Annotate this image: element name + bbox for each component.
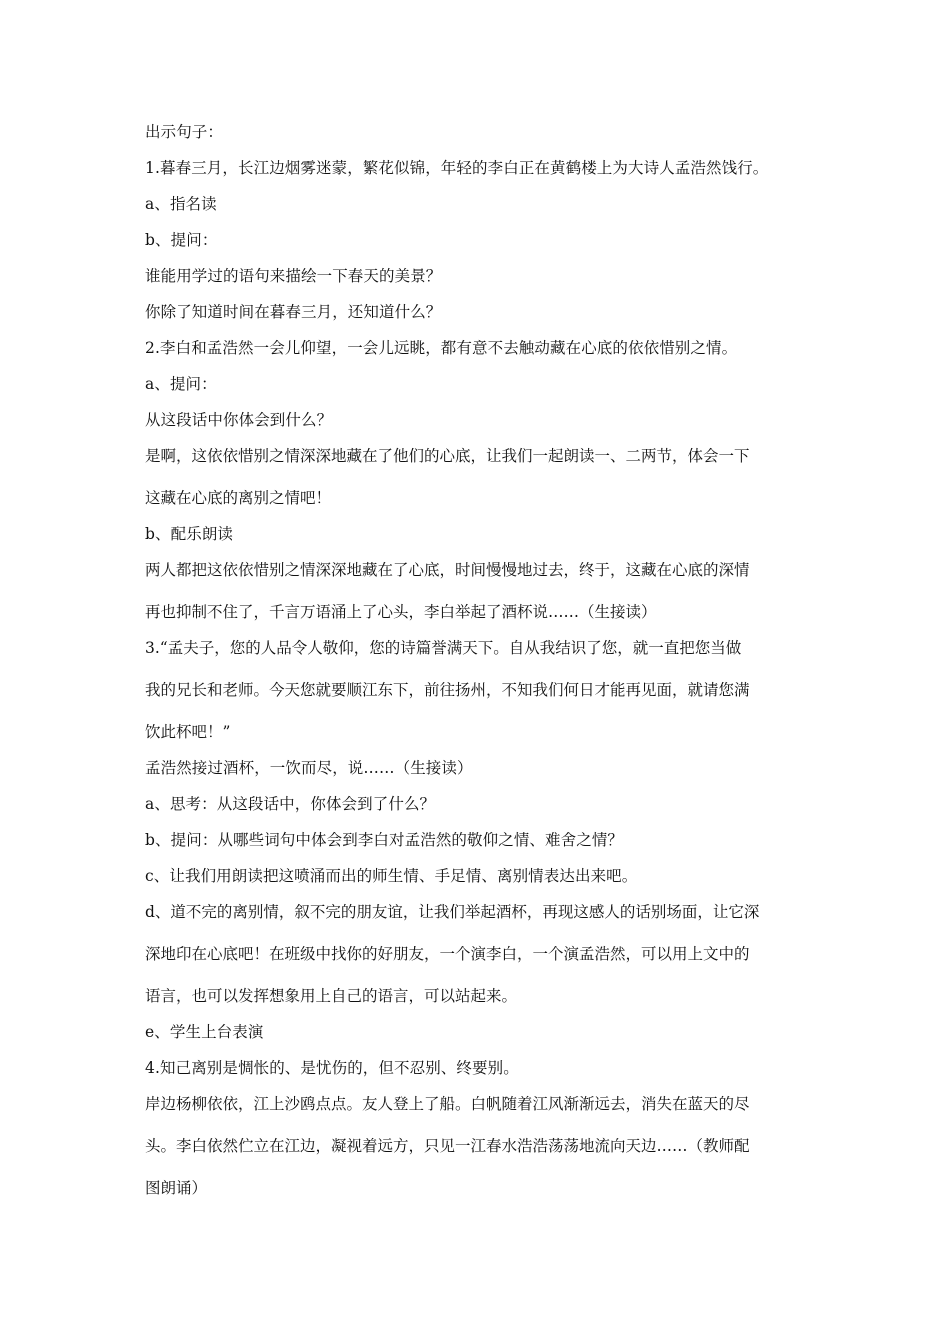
document-body bbox=[145, 122, 810, 1214]
text-line: b、配乐朗读 bbox=[145, 525, 234, 543]
text-line: a、提问： bbox=[145, 375, 217, 393]
paragraph-line: 再也抑制不住了，千言万语涌上了心头，李白举起了酒杯说……（生接读） bbox=[145, 603, 657, 621]
text-line: 1.暮春三月，长江边烟雾迷蒙，繁花似锦，年轻的李白正在黄鹤楼上为大诗人孟浩然饯行。 bbox=[145, 159, 769, 177]
paragraph-line: 岸边杨柳依依，江上沙鸥点点。友人登上了船。白帆随着江风渐渐远去，消失在蓝天的尽 bbox=[145, 1095, 750, 1113]
text-line: a、指名读 bbox=[145, 195, 217, 213]
text-line: 孟浩然接过酒杯，一饮而尽，说……（生接读） bbox=[145, 759, 473, 777]
paragraph-line: 饮此杯吧！” bbox=[145, 723, 231, 741]
paragraph-line: 深地印在心底吧！在班级中找你的好朋友，一个演李白，一个演孟浩然，可以用上文中的 bbox=[145, 945, 750, 963]
paragraph-line: 3.“孟夫子，您的人品令人敬仰，您的诗篇誉满天下。自从我结识了您，就一直把您当做 bbox=[145, 639, 742, 657]
text-line: 你除了知道时间在暮春三月，还知道什么？ bbox=[145, 303, 442, 321]
paragraph bbox=[145, 902, 810, 1006]
text-line: 2.李白和孟浩然一会儿仰望，一会儿远眺，都有意不去触动藏在心底的依依惜别之情。 bbox=[145, 339, 738, 357]
paragraph bbox=[145, 638, 810, 742]
text-line: c、让我们用朗读把这喷涌而出的师生情、手足情、离别情表达出来吧。 bbox=[145, 867, 638, 885]
text-line: 谁能用学过的语句来描绘一下春天的美景？ bbox=[145, 267, 442, 285]
paragraph-line: d、道不完的离别情，叙不完的朋友谊，让我们举起酒杯，再现这感人的话别场面，让它深 bbox=[145, 903, 760, 921]
paragraph-line: 头。李白依然伫立在江边，凝视着远方，只见一江春水浩浩荡荡地流向天边……（教师配 bbox=[145, 1137, 750, 1155]
text-line: 从这段话中你体会到什么？ bbox=[145, 411, 333, 429]
paragraph-line: 这藏在心底的离别之情吧！ bbox=[145, 489, 332, 507]
paragraph-line: 语言，也可以发挥想象用上自己的语言，可以站起来。 bbox=[145, 987, 518, 1005]
paragraph bbox=[145, 446, 810, 508]
text-line: 4.知己离别是惆怅的、是忧伤的，但不忍别、终要别。 bbox=[145, 1059, 519, 1077]
paragraph-line: 两人都把这依依惜别之情深深地藏在了心底，时间慢慢地过去，终于，这藏在心底的深情 bbox=[145, 561, 750, 579]
text-line: a、思考：从这段话中，你体会到了什么？ bbox=[145, 795, 436, 813]
text-line: e、学生上台表演 bbox=[145, 1023, 264, 1041]
text-line: 出示句子： bbox=[145, 123, 224, 141]
paragraph-line: 是啊，这依依惜别之情深深地藏在了他们的心底，让我们一起朗读一、二两节，体会一下 bbox=[145, 447, 750, 465]
paragraph-line: 图朗诵） bbox=[145, 1179, 208, 1197]
text-line: b、提问： bbox=[145, 231, 218, 249]
paragraph bbox=[145, 560, 810, 622]
paragraph bbox=[145, 1094, 810, 1198]
paragraph-line: 我的兄长和老师。今天您就要顺江东下，前往扬州，不知我们何日才能再见面，就请您满 bbox=[145, 681, 750, 699]
text-line: b、提问：从哪些词句中体会到李白对孟浩然的敬仰之情、难舍之情？ bbox=[145, 831, 624, 849]
